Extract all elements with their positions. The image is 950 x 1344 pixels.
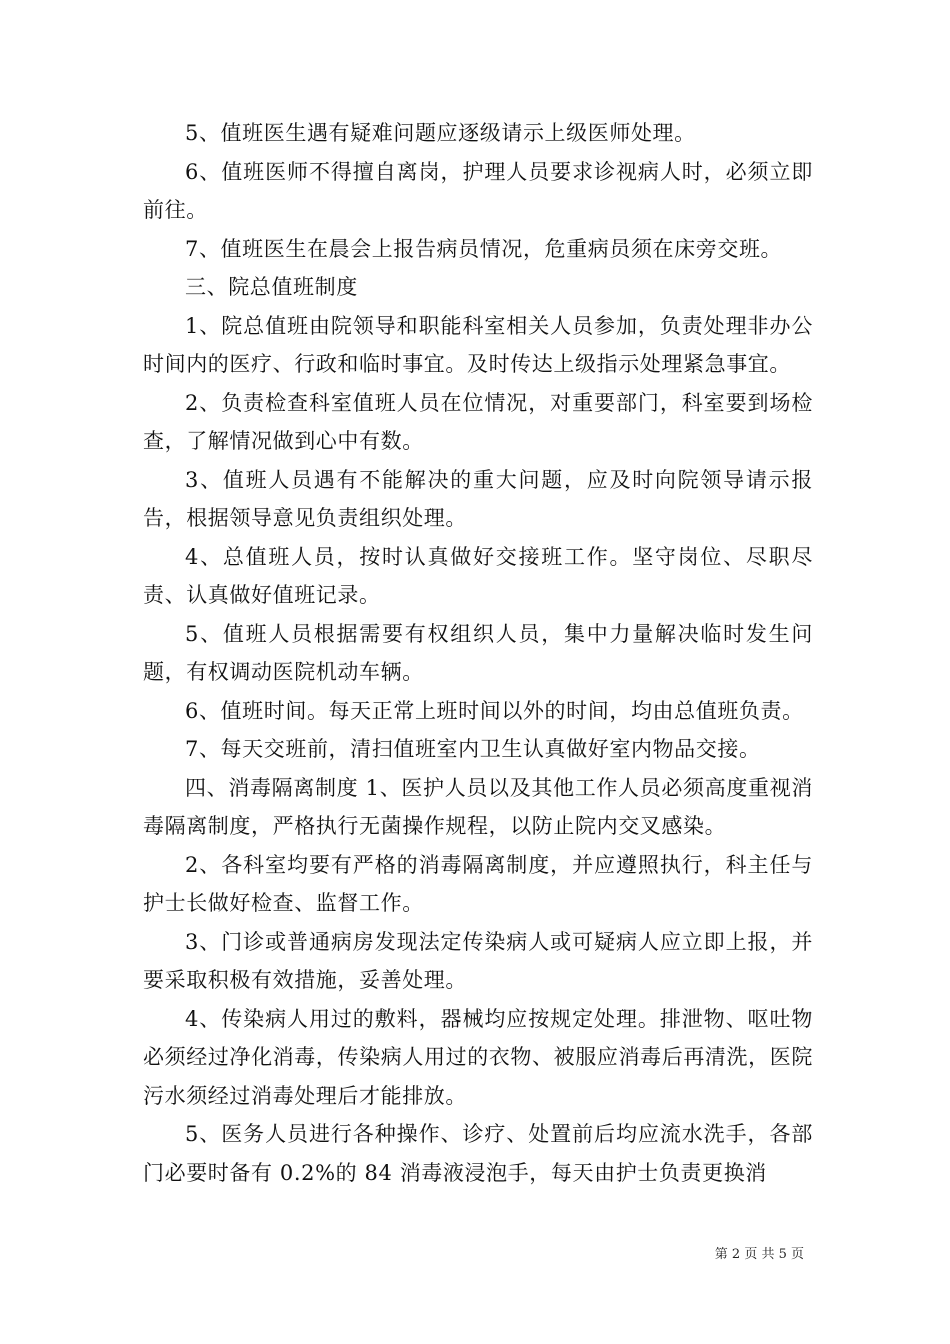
paragraph-general-duty-1: 1、院总值班由院领导和职能科室相关人员参加，负责处理非办公时间内的医疗、行政和临时事宜。及时传达上级指示处理紧急事宜。 [143,313,813,376]
paragraph-disinfection-3: 3、门诊或普通病房发现法定传染病人或可疑病人应立即上报，并要采取积极有效措施，妥善处理。 [143,929,813,992]
section-disinfection-1: 四、消毒隔离制度 1、医护人员以及其他工作人员必须高度重视消毒隔离制度，严格执行无菌操作规程，以防止院内交叉感染。 [143,775,813,838]
paragraph-general-duty-3: 3、值班人员遇有不能解决的重大问题，应及时向院领导请示报告，根据领导意见负责组织处理。 [143,467,813,530]
paragraph-disinfection-4: 4、传染病人用过的敷料，器械均应按规定处理。排泄物、呕吐物必须经过净化消毒，传染病人用过的衣物、被服应消毒后再清洗，医院污水须经过消毒处理后才能排放。 [143,1006,813,1108]
document-body [143,114,813,1192]
page-number-footer: 第 2 页 共 5 页 [714,1247,804,1262]
paragraph-general-duty-4: 4、总值班人员，按时认真做好交接班工作。坚守岗位、尽职尽责、认真做好值班记录。 [143,544,813,607]
paragraph-disinfection-5: 5、医务人员进行各种操作、诊疗、处置前后均应流水洗手，各部门必要时备有 0.2%的 84 消毒液浸泡手，每天由护士负责更换消 [143,1122,813,1185]
paragraph-disinfection-2: 2、各科室均要有严格的消毒隔离制度，并应遵照执行，科主任与护士长做好检查、监督工作。 [143,852,813,915]
paragraph-general-duty-7: 7、每天交班前，清扫值班室内卫生认真做好室内物品交接。 [185,737,761,761]
paragraph-general-duty-5: 5、值班人员根据需要有权组织人员，集中力量解决临时发生问题，有权调动医院机动车辆。 [143,621,813,684]
paragraph-duty-doctor-7: 7、值班医生在晨会上报告病员情况，危重病员须在床旁交班。 [185,236,783,261]
section-heading-general-duty: 三、院总值班制度 [185,275,358,299]
paragraph-general-duty-6: 6、值班时间。每天正常上班时间以外的时间，均由总值班负责。 [185,698,804,723]
paragraph-duty-doctor-6: 6、值班医师不得擅自离岗，护理人员要求诊视病人时，必须立即前往。 [143,159,813,222]
paragraph-general-duty-2: 2、负责检查科室值班人员在位情况，对重要部门，科室要到场检查，了解情况做到心中有数。 [143,390,813,453]
paragraph-duty-doctor-5: 5、值班医生遇有疑难问题应逐级请示上级医师处理。 [185,121,696,145]
